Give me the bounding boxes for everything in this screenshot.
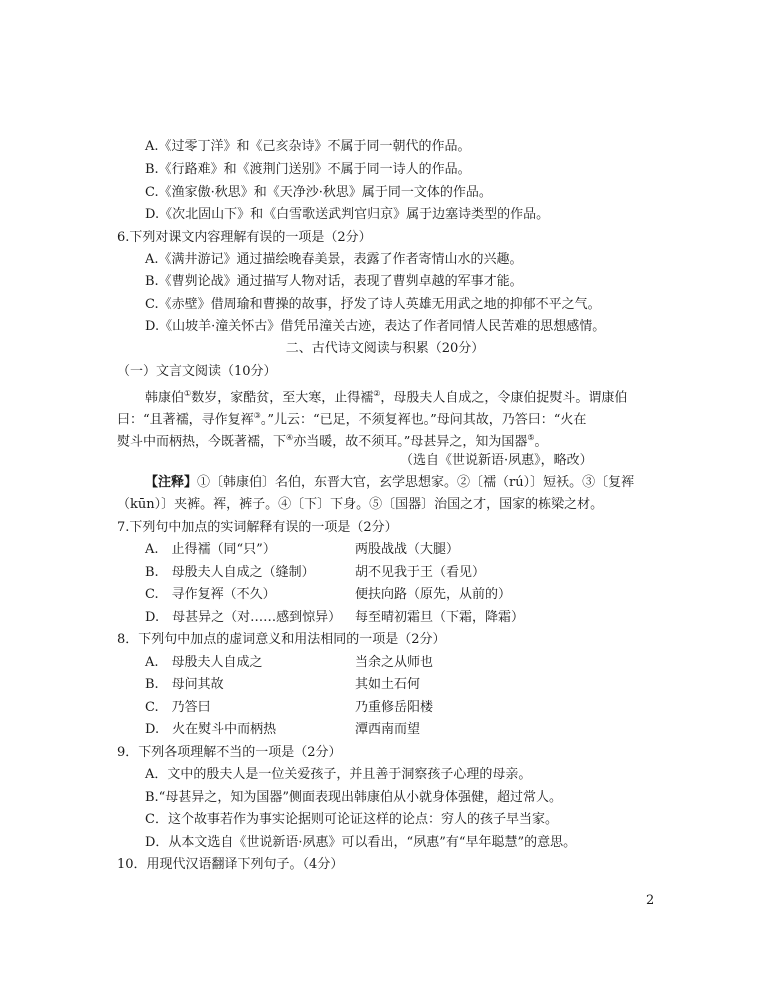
- part-title: （一）文言文阅读（10分）: [117, 364, 277, 379]
- q9-option-b: B.“母甚异之，知为国器”侧面表现出韩康伯从小就身体强健，超过常人。: [145, 790, 562, 805]
- q7-row-d-right: 每至晴初霜旦（下霜，降霜）: [355, 610, 525, 625]
- q9-option-d: D．从本文选自《世说新语·夙惠》可以看出，“夙惠”有“早年聪慧”的意思。: [145, 835, 577, 850]
- q9-option-a: A．文中的殷夫人是一位关爱孩子，并且善于洞察孩子心理的母亲。: [145, 767, 532, 782]
- q7-row-b-left: B. 母殷夫人自成之（缝制）: [145, 565, 315, 580]
- passage-source: （选自《世说新语·夙惠》，略改）: [400, 453, 593, 468]
- q8-row-d-right: 潭西南而望: [355, 722, 421, 737]
- q9-stem: 9．下列各项理解不当的一项是（2分）: [117, 745, 342, 760]
- page-number: 2: [646, 893, 655, 908]
- notes-line-2: （kūn）〕夹裤。裈，裤子。④〔下〕下身。⑤〔国器〕治国之才，国家的栋梁之材。: [117, 497, 604, 512]
- q8-row-b-left: B. 母问其故: [145, 677, 224, 692]
- q8-row-d-left: D. 火在熨斗中而柄热: [145, 722, 277, 737]
- q5-option-d: D.《次北固山下》和《白雪歌送武判官归京》属于边塞诗类型的作品。: [145, 207, 550, 222]
- q5-option-c: C.《渔家傲·秋思》和《天净沙·秋思》属于同一文体的作品。: [145, 185, 492, 200]
- passage-line-3: 熨斗中而柄热，今既著襦，下④亦当暖，故不须耳。”母甚异之，知为国器⑤。: [117, 433, 548, 450]
- q5-option-b: B.《行路难》和《渡荆门送别》不属于同一诗人的作品。: [145, 162, 471, 177]
- q7-stem: 7.下列句中加点的实词解释有误的一项是（2分）: [117, 520, 398, 535]
- q8-row-a-right: 当余之从师也: [355, 655, 434, 670]
- q7-row-a-left: A. 止得襦（同“只”）: [145, 542, 276, 557]
- q7-row-d-left: D. 母甚异之（对……感到惊异）: [145, 610, 342, 625]
- q8-stem: 8．下列句中加点的虚词意义和用法相同的一项是（2分）: [117, 632, 446, 647]
- q6-option-d: D.《山坡羊·潼关怀古》借凭吊潼关古迹，表达了作者同情人民苦难的思想感情。: [145, 319, 606, 334]
- q6-option-b: B.《曹刿论战》通过描写人物对话，表现了曹刿卓越的军事才能。: [145, 274, 523, 289]
- q7-row-a-right: 两股战战（大腿）: [355, 542, 460, 557]
- q8-row-a-left: A. 母殷夫人自成之: [145, 655, 263, 670]
- q8-row-b-right: 其如土石何: [355, 677, 421, 692]
- passage-line-1: 韩康伯①数岁，家酷贫，至大寒，止得襦②，母殷夫人自成之，令康伯捉熨斗。谓康伯: [145, 389, 628, 406]
- q7-row-c-left: C. 寻作复裈（不久）: [145, 587, 276, 602]
- q6-option-c: C.《赤壁》借周瑜和曹操的故事，抒发了诗人英雄无用武之地的抑郁不平之气。: [145, 297, 601, 312]
- q7-row-b-right: 胡不见我于王（看见）: [355, 565, 486, 580]
- section-title: 二、古代诗文阅读与积累（20分）: [285, 341, 485, 356]
- q5-option-a: A.《过零丁洋》和《己亥杂诗》不属于同一朝代的作品。: [145, 139, 471, 154]
- notes-line-1: 【注释】①〔韩康伯〕名伯，东晋大官，玄学思想家。②〔襦（rú）〕短袄。③〔复裈: [145, 475, 635, 490]
- q7-row-c-right: 便扶向路（原先，从前的）: [355, 587, 512, 602]
- q8-row-c-right: 乃重修岳阳楼: [355, 700, 434, 715]
- q10-stem: 10．用现代汉语翻译下列句子。（4分）: [117, 857, 344, 872]
- q6-option-a: A.《满井游记》通过描绘晚春美景，表露了作者寄情山水的兴趣。: [145, 252, 523, 267]
- q9-option-c: C．这个故事若作为事实论据则可论证这样的论点：穷人的孩子早当家。: [145, 812, 558, 827]
- q6-stem: 6.下列对课文内容理解有误的一项是（2分）: [117, 230, 372, 245]
- notes-label: 【注释】: [145, 475, 198, 490]
- passage-line-2: 曰：“且著襦，寻作复裈③。”儿云：“已足，不须复裈也。”母问其故，乃答曰：“火在: [117, 411, 587, 428]
- q8-row-c-left: C. 乃答曰: [145, 700, 211, 715]
